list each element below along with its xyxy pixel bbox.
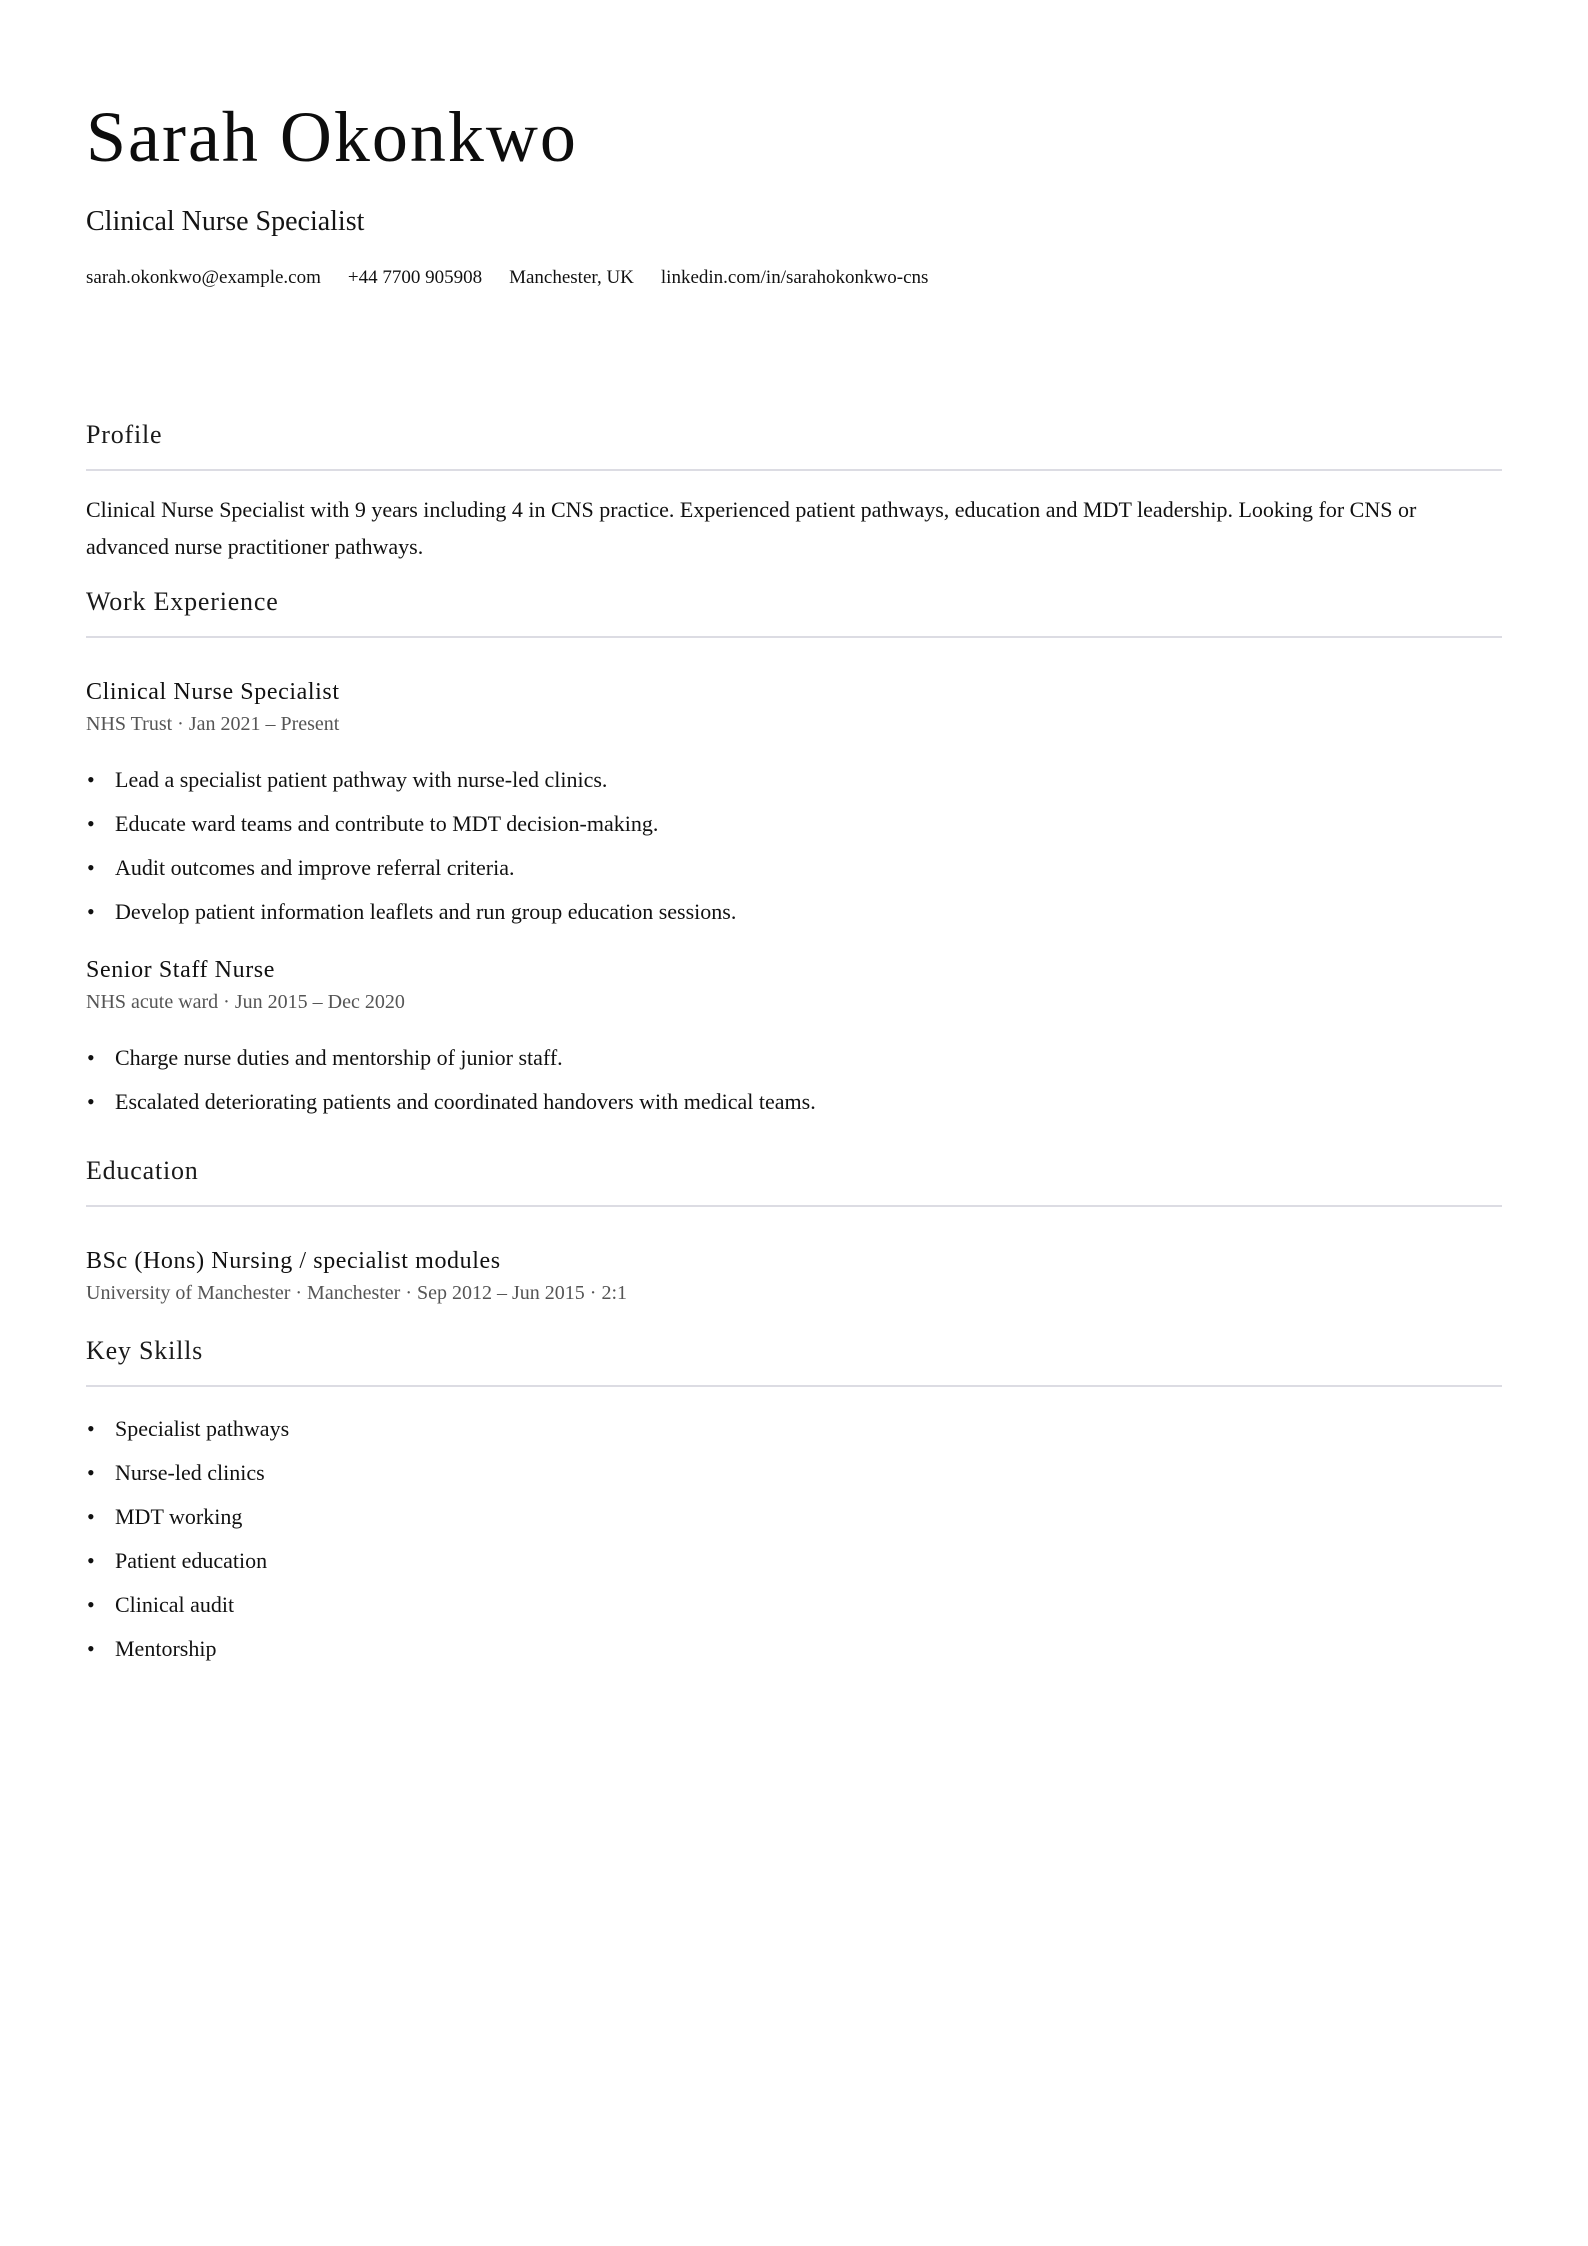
skill-item: • Clinical audit: [86, 1583, 1502, 1627]
skills-list: [86, 1407, 1502, 1671]
job-bullet: • Lead a specialist patient pathway with nurse-led clinics.: [86, 758, 1502, 802]
key-skills-heading: Key Skills: [86, 1336, 204, 1365]
job-bullet: • Charge nurse duties and mentorship of junior staff.: [86, 1036, 1502, 1080]
job-bullet: • Develop patient information leaflets and run group education sessions.: [86, 890, 1502, 934]
contact-phone: +44 7700 905908: [347, 267, 483, 288]
skill-item: • Specialist pathways: [86, 1407, 1502, 1451]
education-meta: University of Manchester · Manchester · Sep 2012 – Jun 2015 · 2:1: [86, 1282, 627, 1304]
job-title: Senior Staff Nurse: [86, 957, 275, 983]
contact-email: sarah.okonkwo@example.com: [86, 267, 321, 288]
job-bullets: [86, 1036, 1502, 1124]
job-bullet: • Audit outcomes and improve referral criteria.: [86, 846, 1502, 890]
candidate-name: Sarah Okonkwo: [86, 97, 578, 177]
profile-summary: Clinical Nurse Specialist with 9 years including 4 in CNS practice. Experienced patient pathways, education and MDT leadership. Looking for CNS or advanced nurse practitioner pathways.: [86, 497, 1417, 559]
job-entry: [86, 676, 1502, 934]
contact-line: [86, 265, 1502, 291]
resume-header: [86, 0, 1502, 291]
candidate-headline: Clinical Nurse Specialist: [86, 206, 365, 237]
skill-item: • Mentorship: [86, 1627, 1502, 1671]
section-divider: [86, 1385, 1502, 1387]
education-degree: BSc (Hons) Nursing / specialist modules: [86, 1248, 501, 1274]
job-bullet: • Educate ward teams and contribute to MDT decision-making.: [86, 802, 1502, 846]
contact-location: Manchester, UK: [509, 267, 634, 288]
profile-section: [86, 418, 1502, 565]
contact-linkedin: linkedin.com/in/sarahokonkwo-cns: [660, 267, 929, 288]
skill-item: • Nurse-led clinics: [86, 1451, 1502, 1495]
job-title: Clinical Nurse Specialist: [86, 679, 340, 705]
job-entry: [86, 954, 1502, 1124]
job-bullets: [86, 758, 1502, 934]
section-divider: [86, 469, 1502, 471]
education-section: [86, 1154, 1502, 1307]
education-heading: Education: [86, 1156, 199, 1185]
skill-item: • MDT working: [86, 1495, 1502, 1539]
job-meta: NHS acute ward · Jun 2015 – Dec 2020: [86, 991, 405, 1013]
section-divider: [86, 1205, 1502, 1207]
education-entry: [86, 1245, 1502, 1307]
profile-heading: Profile: [86, 420, 163, 449]
job-bullet: • Escalated deteriorating patients and coordinated handovers with medical teams.: [86, 1080, 1502, 1124]
section-divider: [86, 636, 1502, 638]
work-experience-heading: Work Experience: [86, 587, 279, 616]
key-skills-section: [86, 1334, 1502, 1671]
skill-item: • Patient education: [86, 1539, 1502, 1583]
job-meta: NHS Trust · Jan 2021 – Present: [86, 713, 340, 735]
work-experience-section: [86, 585, 1502, 1124]
